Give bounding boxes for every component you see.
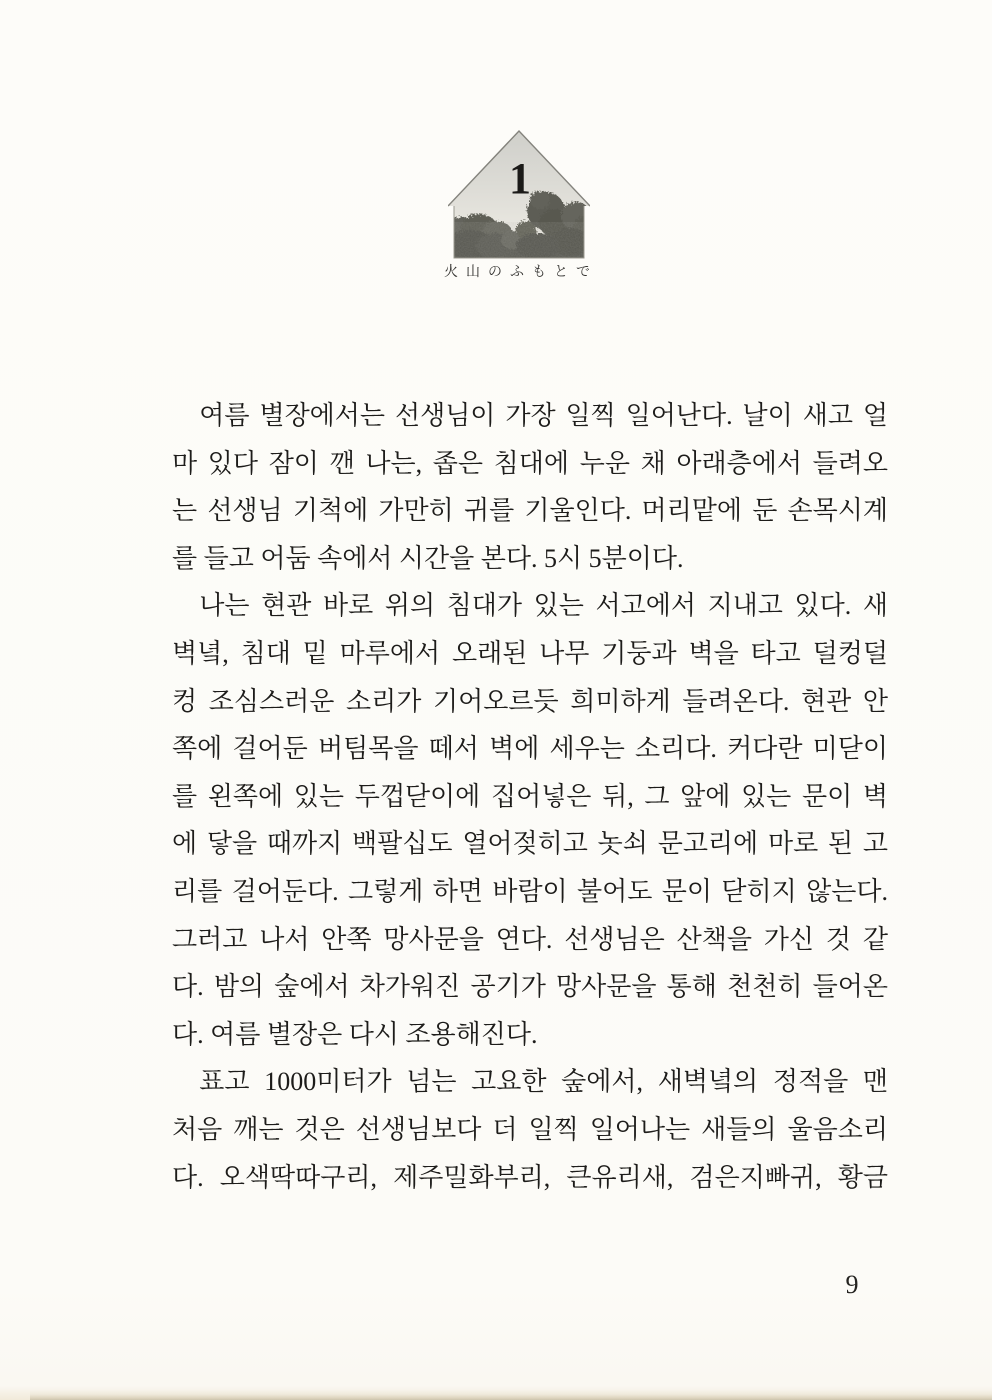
text-line: 처음 깨는 것은 선생님보다 더 일찍 일어나는 새들의 울음소리 [172,1114,888,1144]
text-line: 다. 오색딱따구리, 제주밀화부리, 큰유리새, 검은지빠귀, 황금 [172,1162,888,1192]
chapter-figure [448,130,590,259]
chapter-caption: 火山のふもとで [444,265,598,280]
text-line: 쪽에 걸어둔 버팀목을 떼서 벽에 세우는 소리다. 커다란 미닫이 [172,734,888,764]
page-number: 9 [845,1270,859,1299]
text-line: 는 선생님 기척에 가만히 귀를 기울인다. 머리맡에 둔 손목시계 [172,496,888,526]
text-line: 마 있다 잠이 깬 나는, 좁은 침대에 누운 채 아래층에서 들려오 [172,448,888,478]
text-line: 표고 1000미터가 넘는 고요한 숲에서, 새벽녘의 정적을 맨 [199,1067,888,1097]
chapter-number: 1 [509,154,531,203]
text-line: 다. 밤의 숲에서 차가워진 공기가 망사문을 통해 천천히 들어온 [172,972,888,1002]
text-line: 나는 현관 바로 위의 침대가 있는 서고에서 지내고 있다. 새 [199,591,888,621]
text-line: 에 닿을 때까지 백팔십도 열어젖히고 놋쇠 문고리에 마로 된 고 [172,829,888,859]
text-line: 를 왼쪽에 있는 두껍닫이에 집어넣은 뒤, 그 앞에 있는 문이 벽 [172,781,888,811]
page-bottom-edge [30,1390,992,1400]
text-line: 다. 여름 별장은 다시 조용해진다. [172,1019,538,1049]
text-line: 여름 별장에서는 선생님이 가장 일찍 일어난다. 날이 새고 얼 [199,401,888,430]
text-line: 리를 걸어둔다. 그렇게 하면 바람이 불어도 문이 닫히지 않는다. [172,876,888,906]
text-line: 컹 조심스러운 소리가 기어오르듯 희미하게 들려온다. 현관 안 [172,686,888,716]
pentagon-forest-illustration [448,130,590,259]
body-text [172,392,888,1201]
text-line: 벽녘, 침대 밑 마루에서 오래된 나무 기둥과 벽을 타고 덜컹덜 [172,638,888,668]
text-line: 를 들고 어둠 속에서 시간을 본다. 5시 5분이다. [172,543,684,573]
text-line: 그러고 나서 안쪽 망사문을 연다. 선생님은 산책을 가신 것 같 [172,924,888,954]
